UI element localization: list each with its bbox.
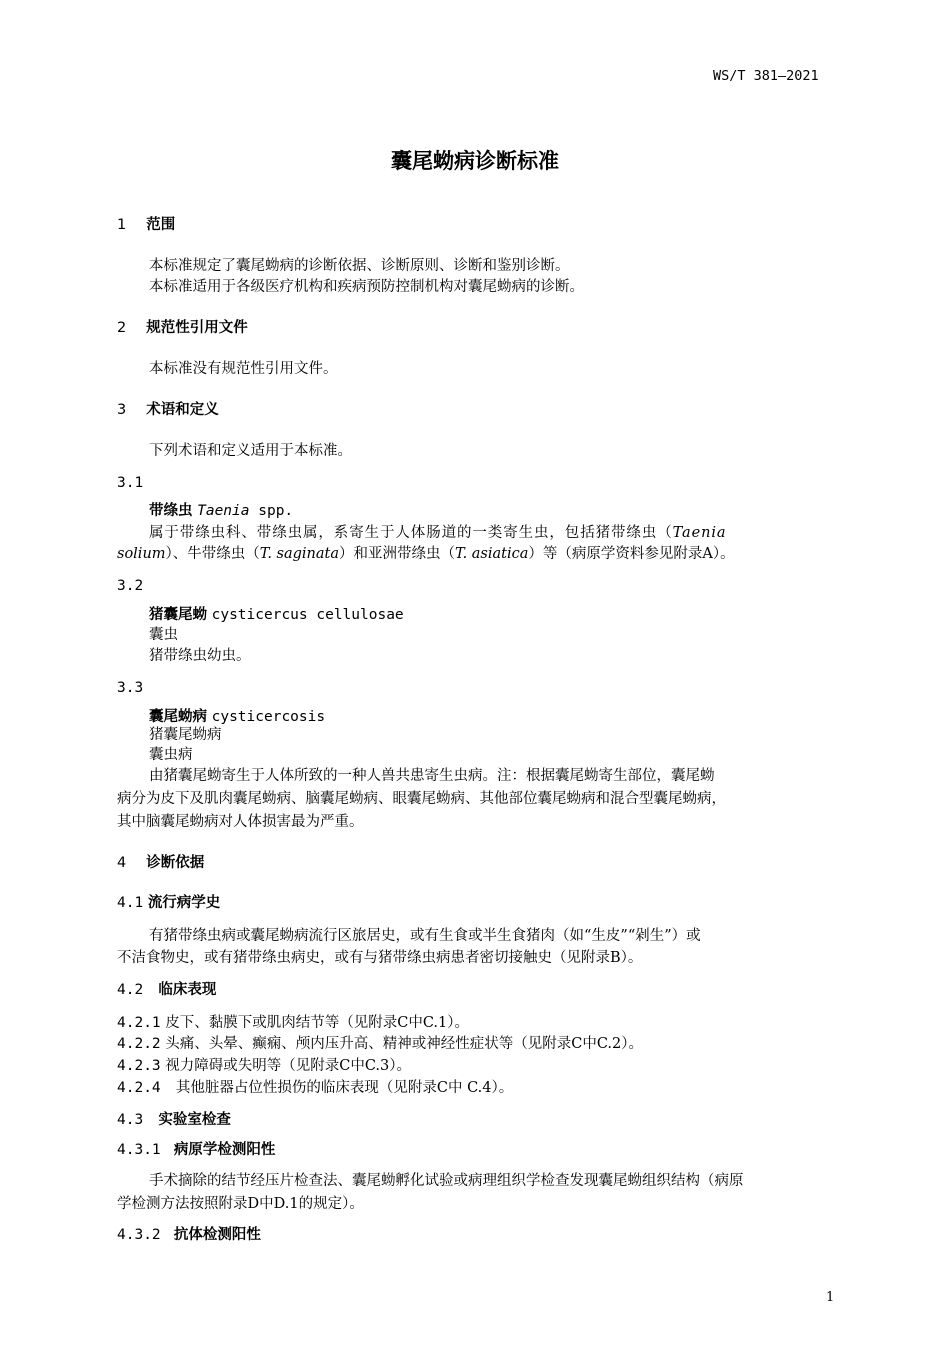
section-4-1-heading <box>117 896 220 911</box>
term-3-1-def-latin-solium: solium <box>117 546 166 562</box>
section-1-heading <box>117 218 175 233</box>
term-3-2-number: 3.2 <box>117 578 144 594</box>
section-4-2-number: 4.2 <box>117 982 144 998</box>
term-3-2-english: cysticercus cellulosae <box>211 607 404 623</box>
section-4-3-1-heading <box>117 1143 275 1158</box>
section-4-3-1-number: 4.3.1 <box>117 1142 161 1158</box>
term-3-3-entry <box>149 710 325 725</box>
section-4-3-1-title: 病原学检测阳性 <box>173 1142 276 1158</box>
term-3-3-definition-line-3: 其中脑囊尾蚴病对人体损害最为严重。 <box>117 814 364 830</box>
term-3-1-chinese: 带绦虫 <box>149 503 193 519</box>
clinical-item-number: 4.2.1 <box>117 1015 161 1031</box>
section-4-3-title: 实验室检查 <box>158 1112 231 1128</box>
clinical-item-text: 其他脏器占位性损伤的临床表现（见附录C中 C.4）。 <box>175 1080 514 1096</box>
clinical-item-number: 4.2.4 <box>117 1080 161 1096</box>
term-3-2-chinese: 猪囊尾蚴 <box>149 607 207 623</box>
section-3-title: 术语和定义 <box>146 402 219 418</box>
page-number: 1 <box>826 1290 835 1305</box>
section-4-1-number: 4.1 <box>117 895 144 911</box>
section-4-1-para-line-1: 有猪带绦虫病或囊尾蚴病流行区旅居史，或有生食或半生食猪肉（如“生皮”“剁生”）或 <box>149 928 701 944</box>
term-3-1-def-latin: Taenia <box>672 525 727 541</box>
section-3-heading <box>117 403 219 418</box>
clinical-item-text: 皮下、黏膜下或肌肉结节等（见附录C中C.1）。 <box>165 1015 470 1031</box>
term-3-2-definition: 猪带绦虫幼虫。 <box>149 648 251 664</box>
clinical-item-number: 4.2.2 <box>117 1036 161 1052</box>
term-3-3-definition-line-1: 由猪囊尾蚴寄生于人体所致的一种人兽共患寄生虫病。注：根据囊尾蚴寄生部位，囊尾蚴 <box>149 768 715 784</box>
section-2-para-1: 本标准没有规范性引用文件。 <box>149 361 338 377</box>
section-4-number: 4 <box>117 855 127 871</box>
section-1-title: 范围 <box>146 217 176 233</box>
clinical-item <box>117 1037 643 1052</box>
section-2-heading <box>117 321 248 336</box>
term-3-1-definition-line-1 <box>149 526 726 541</box>
section-4-2-title: 临床表现 <box>158 982 217 998</box>
standard-code: WS/T 381—2021 <box>713 68 819 84</box>
document-title: 囊尾蚴病诊断标准 <box>391 148 559 173</box>
term-3-1-def-text: 属于带绦虫科、带绦虫属，系寄生于人体肠道的一类寄生虫，包括猪带绦虫（ <box>149 525 673 541</box>
section-4-1-title: 流行病学史 <box>147 895 221 911</box>
section-2-title: 规范性引用文件 <box>146 320 248 336</box>
clinical-item <box>117 1081 513 1096</box>
term-3-1-def-text-3: ）和亚洲带绦虫（ <box>339 546 456 562</box>
section-4-1-para-line-2: 不洁食物史，或有猪带绦虫病史，或有与猪带绦虫病患者密切接触史（见附录B）。 <box>117 950 643 966</box>
term-3-1-latin: Taenia <box>197 503 250 519</box>
section-4-3-2-number: 4.3.2 <box>117 1227 161 1243</box>
section-4-3-1-para-line-2: 学检测方法按照附录D中D.1的规定）。 <box>117 1196 364 1212</box>
term-3-1-def-latin-asiatica: T. asiatica <box>455 546 529 562</box>
term-3-1-def-latin-saginata: T. saginata <box>259 546 340 562</box>
term-3-2-entry <box>149 608 404 623</box>
section-4-title: 诊断依据 <box>146 855 205 871</box>
section-1-number: 1 <box>117 217 127 233</box>
term-3-3-english: cysticercosis <box>211 709 326 725</box>
term-3-3-number: 3.3 <box>117 680 144 696</box>
clinical-item <box>117 1016 469 1031</box>
section-4-3-heading <box>117 1113 231 1128</box>
term-3-1-entry <box>149 504 293 519</box>
section-4-3-2-heading <box>117 1228 261 1243</box>
section-3-number: 3 <box>117 402 127 418</box>
term-3-3-definition-line-2: 病分为皮下及肌肉囊尾蚴病、脑囊尾蚴病、眼囊尾蚴病、其他部位囊尾蚴病和混合型囊尾蚴病， <box>117 791 726 807</box>
section-4-heading <box>117 856 204 871</box>
clinical-item-text: 头痛、头晕、癫痫、颅内压升高、精神或神经性症状等（见附录C中C.2）。 <box>165 1036 644 1052</box>
section-1-para-2: 本标准适用于各级医疗机构和疾病预防控制机构对囊尾蚴病的诊断。 <box>149 279 584 295</box>
section-4-3-1-para-line-1: 手术摘除的结节经压片检查法、囊尾蚴孵化试验或病理组织学检查发现囊尾蚴组织结构（病原 <box>149 1173 744 1189</box>
section-4-2-heading <box>117 983 216 998</box>
section-4-3-number: 4.3 <box>117 1112 144 1128</box>
clinical-item-number: 4.2.3 <box>117 1058 161 1074</box>
clinical-item <box>117 1059 411 1074</box>
section-1-para-1: 本标准规定了囊尾蚴病的诊断依据、诊断原则、诊断和鉴别诊断。 <box>149 258 570 274</box>
term-3-1-def-text-2: ）、牛带绦虫（ <box>165 546 260 562</box>
section-4-3-2-title: 抗体检测阳性 <box>173 1227 261 1243</box>
term-3-1-number: 3.1 <box>117 475 144 491</box>
term-3-3-chinese: 囊尾蚴病 <box>149 709 207 725</box>
term-3-1-suffix: spp. <box>249 503 294 519</box>
term-3-1-definition-line-2 <box>117 547 735 562</box>
clinical-item-text: 视力障碍或失明等（见附录C中C.3）。 <box>165 1058 412 1074</box>
section-3-para-1: 下列术语和定义适用于本标准。 <box>149 443 352 459</box>
term-3-2-alternative: 囊虫 <box>149 627 178 643</box>
term-3-3-alternative-2: 囊虫病 <box>149 747 193 763</box>
section-2-number: 2 <box>117 320 127 336</box>
term-3-3-alternative-1: 猪囊尾蚴病 <box>149 727 222 743</box>
term-3-1-def-text-4: ）等（病原学资料参见附录A）。 <box>528 546 735 562</box>
